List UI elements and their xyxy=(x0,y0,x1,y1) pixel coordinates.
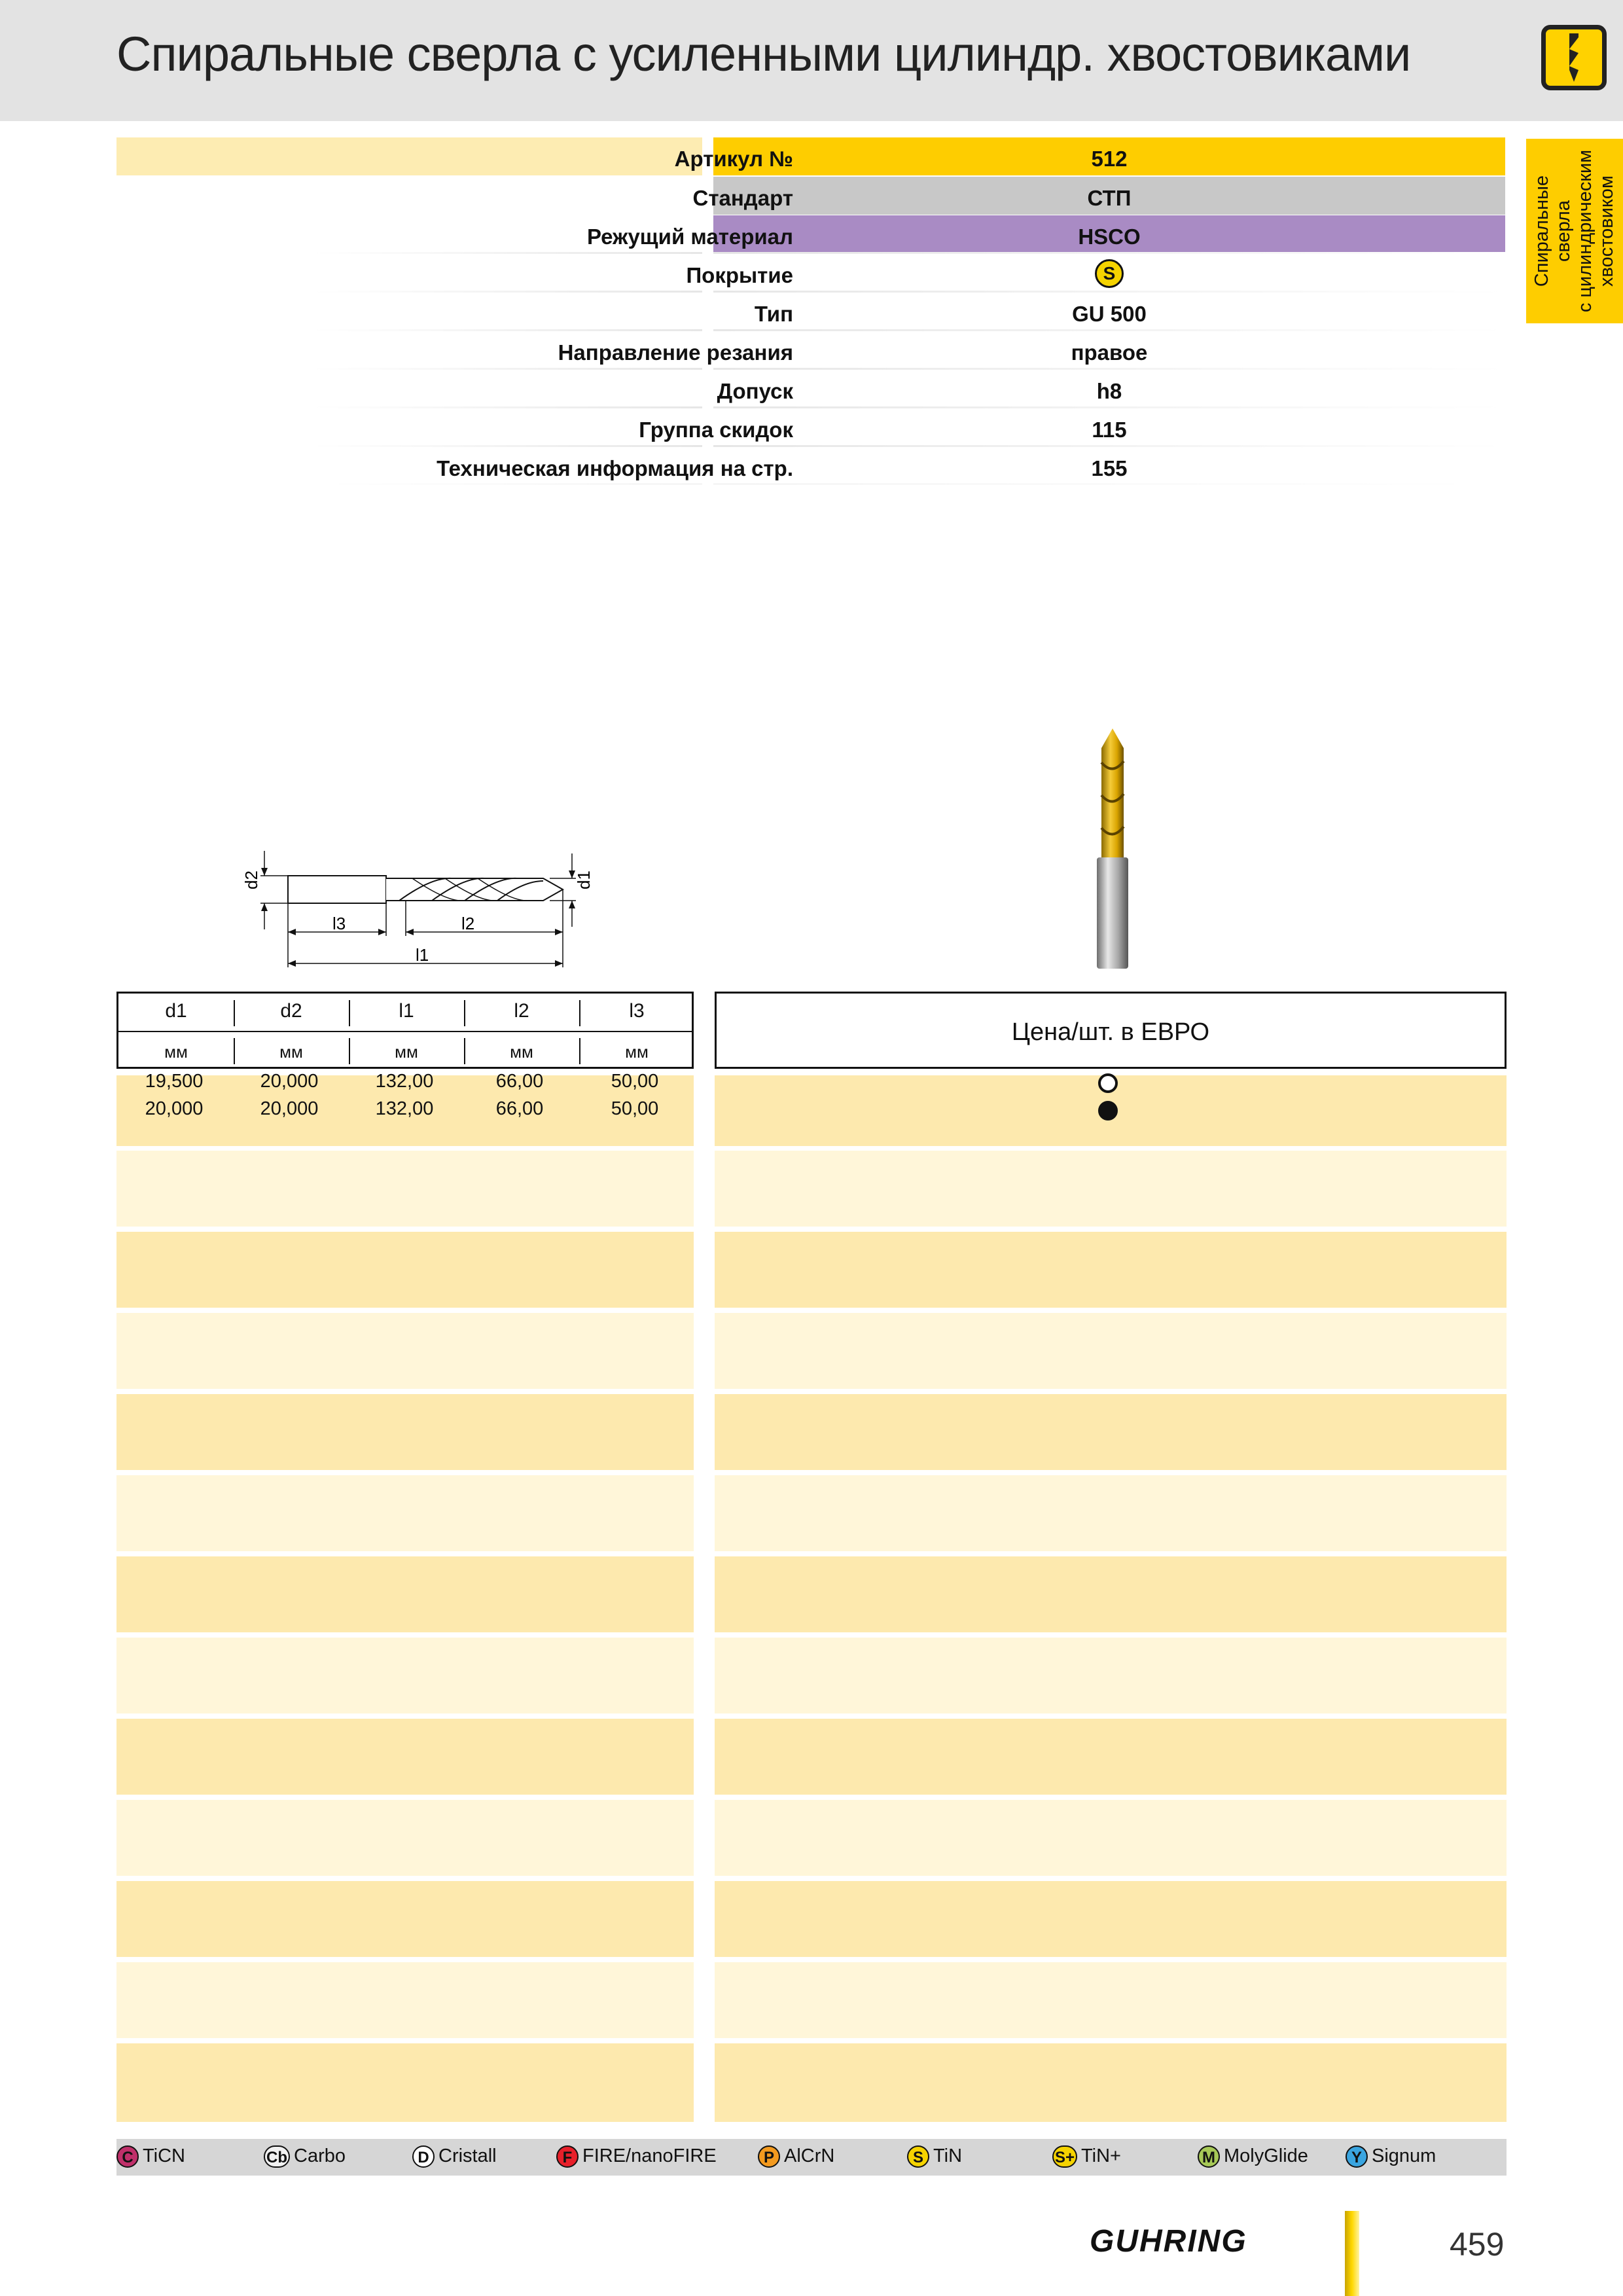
table-row-empty xyxy=(116,1962,694,2038)
page-title: Спиральные сверла с усиленными цилиндр. хвостовиками xyxy=(116,27,1411,81)
price-row-empty xyxy=(715,1556,1507,1632)
property-label: Группа скидок xyxy=(639,418,793,442)
dim-label-l2: l2 xyxy=(461,914,475,933)
section-tab-label xyxy=(1526,139,1623,323)
price-row-empty xyxy=(715,1151,1507,1227)
coating-p-icon: P xyxy=(758,2145,780,2168)
property-label: Техническая информация на стр. xyxy=(437,456,793,480)
table-row-empty xyxy=(116,1638,694,1713)
drill-photo xyxy=(1073,723,1152,975)
price-row-empty xyxy=(715,1313,1507,1389)
legend-label: MolyGlide xyxy=(1224,2145,1308,2166)
legend-label: AlCrN xyxy=(784,2145,835,2166)
legend-label: FIRE/nanoFIRE xyxy=(582,2145,717,2166)
table-row-empty xyxy=(116,2043,694,2122)
column-unit: мм xyxy=(510,1042,533,1062)
price-header xyxy=(715,992,1507,1069)
column-unit: мм xyxy=(625,1042,649,1062)
legend-label: TiCN xyxy=(143,2145,185,2166)
cell-l2: 66,00 xyxy=(495,1098,544,1119)
legend-item xyxy=(758,2145,834,2168)
property-label: Артикул № xyxy=(674,147,793,171)
legend-label: Carbo xyxy=(294,2145,346,2166)
property-label: Направление резания xyxy=(558,340,793,365)
property-separators xyxy=(116,249,1507,484)
legend-label: TiN xyxy=(933,2145,963,2166)
property-value: HSCO xyxy=(1078,224,1141,249)
availability-open-circle-icon xyxy=(1098,1073,1118,1093)
table-row-empty xyxy=(116,1151,694,1227)
cell-l3: 50,00 xyxy=(611,1071,659,1092)
table-row-empty xyxy=(116,1475,694,1551)
brand-logo: GUHRING xyxy=(1090,2224,1247,2259)
legend-label: Cristall xyxy=(438,2145,497,2166)
price-row-empty xyxy=(715,1962,1507,2038)
dim-label-l1: l1 xyxy=(416,945,429,965)
table-row-empty xyxy=(116,1881,694,1957)
price-row-empty xyxy=(715,2043,1507,2122)
legend-label: TiN+ xyxy=(1081,2145,1121,2166)
legend-item xyxy=(1198,2145,1308,2168)
property-value: h8 xyxy=(1096,379,1122,403)
column-header-l1: l1 xyxy=(399,1000,414,1022)
column-unit: мм xyxy=(164,1042,188,1062)
price-row-empty xyxy=(715,1638,1507,1713)
property-row-article xyxy=(116,137,1505,175)
cell-l2: 66,00 xyxy=(495,1071,544,1092)
coating-d-icon: D xyxy=(412,2145,435,2168)
legend-item xyxy=(264,2145,346,2168)
legend-item xyxy=(1346,2145,1436,2168)
price-row-empty xyxy=(715,1800,1507,1876)
coating-f-icon: F xyxy=(556,2145,579,2168)
coating-s-plus-icon: S+ xyxy=(1052,2145,1077,2168)
section-tab-line: хвостовиком xyxy=(1596,175,1617,287)
property-row-material xyxy=(116,215,1505,253)
column-unit: мм xyxy=(279,1042,303,1062)
footer-accent-bar xyxy=(1345,2211,1359,2296)
property-row-standard xyxy=(116,177,1505,215)
table-row-empty xyxy=(116,1800,694,1876)
legend-item xyxy=(116,2145,185,2168)
coating-c-icon: C xyxy=(116,2145,139,2168)
price-row-empty xyxy=(715,1881,1507,1957)
table-row-empty xyxy=(116,1556,694,1632)
table-row-empty xyxy=(116,1232,694,1308)
property-value: 512 xyxy=(1091,147,1128,171)
cell-d1: 19,500 xyxy=(145,1071,204,1092)
coating-s-icon: S xyxy=(907,2145,929,2168)
coating-legend xyxy=(116,2139,1507,2176)
price-header-label: Цена/шт. в ЕВРО xyxy=(1011,1018,1210,1046)
coating-m-icon: M xyxy=(1198,2145,1220,2168)
dim-label-d1: d1 xyxy=(574,870,594,889)
column-header-l2: l2 xyxy=(514,1000,529,1022)
legend-item xyxy=(1052,2145,1121,2168)
property-label: Стандарт xyxy=(692,186,793,210)
cell-d2: 20,000 xyxy=(260,1071,319,1092)
property-value: правое xyxy=(1071,340,1148,365)
cell-d1: 20,000 xyxy=(145,1098,204,1119)
cell-l3: 50,00 xyxy=(611,1098,659,1119)
section-tab-line: Спиральные сверла xyxy=(1531,175,1574,287)
legend-item xyxy=(907,2145,962,2168)
table-row-empty xyxy=(116,1719,694,1795)
column-header-l3: l3 xyxy=(629,1000,645,1022)
property-value: СТП xyxy=(1087,186,1132,210)
property-label: Тип xyxy=(754,302,793,326)
table-row[interactable] xyxy=(116,1098,694,1126)
drill-icon xyxy=(1541,25,1607,90)
legend-label: Signum xyxy=(1372,2145,1436,2166)
column-unit: мм xyxy=(395,1042,418,1062)
availability-filled-circle-icon xyxy=(1098,1101,1118,1121)
column-header-d2: d2 xyxy=(280,1000,302,1022)
price-row-empty xyxy=(715,1394,1507,1470)
price-row-empty xyxy=(715,1719,1507,1795)
coating-y-icon: Y xyxy=(1346,2145,1368,2168)
property-value: 115 xyxy=(1092,418,1127,442)
cell-l1: 132,00 xyxy=(375,1071,434,1092)
section-tab-line: с цилиндрическим xyxy=(1575,149,1596,313)
price-row-empty xyxy=(715,1232,1507,1308)
dimension-header xyxy=(116,992,694,1069)
property-label: Допуск xyxy=(717,379,793,403)
column-header-d1: d1 xyxy=(165,1000,187,1022)
table-row[interactable] xyxy=(116,1071,694,1098)
table-row-empty xyxy=(116,1394,694,1470)
dim-label-l3: l3 xyxy=(332,914,346,933)
cell-d2: 20,000 xyxy=(260,1098,319,1119)
table-row-empty xyxy=(116,1313,694,1389)
coating-cb-icon: Cb xyxy=(264,2145,290,2168)
property-label: Покрытие xyxy=(686,263,793,287)
dimension-drawing xyxy=(236,838,602,982)
dim-label-d2: d2 xyxy=(241,870,261,889)
coating-s-icon: S xyxy=(1095,259,1124,288)
property-value: 155 xyxy=(1091,456,1128,480)
property-label: Режущий материал xyxy=(586,224,793,249)
property-value: GU 500 xyxy=(1072,302,1147,326)
page-number: 459 xyxy=(1450,2226,1505,2263)
cell-l1: 132,00 xyxy=(375,1098,434,1119)
legend-item xyxy=(556,2145,717,2168)
price-row-empty xyxy=(715,1475,1507,1551)
legend-item xyxy=(412,2145,497,2168)
